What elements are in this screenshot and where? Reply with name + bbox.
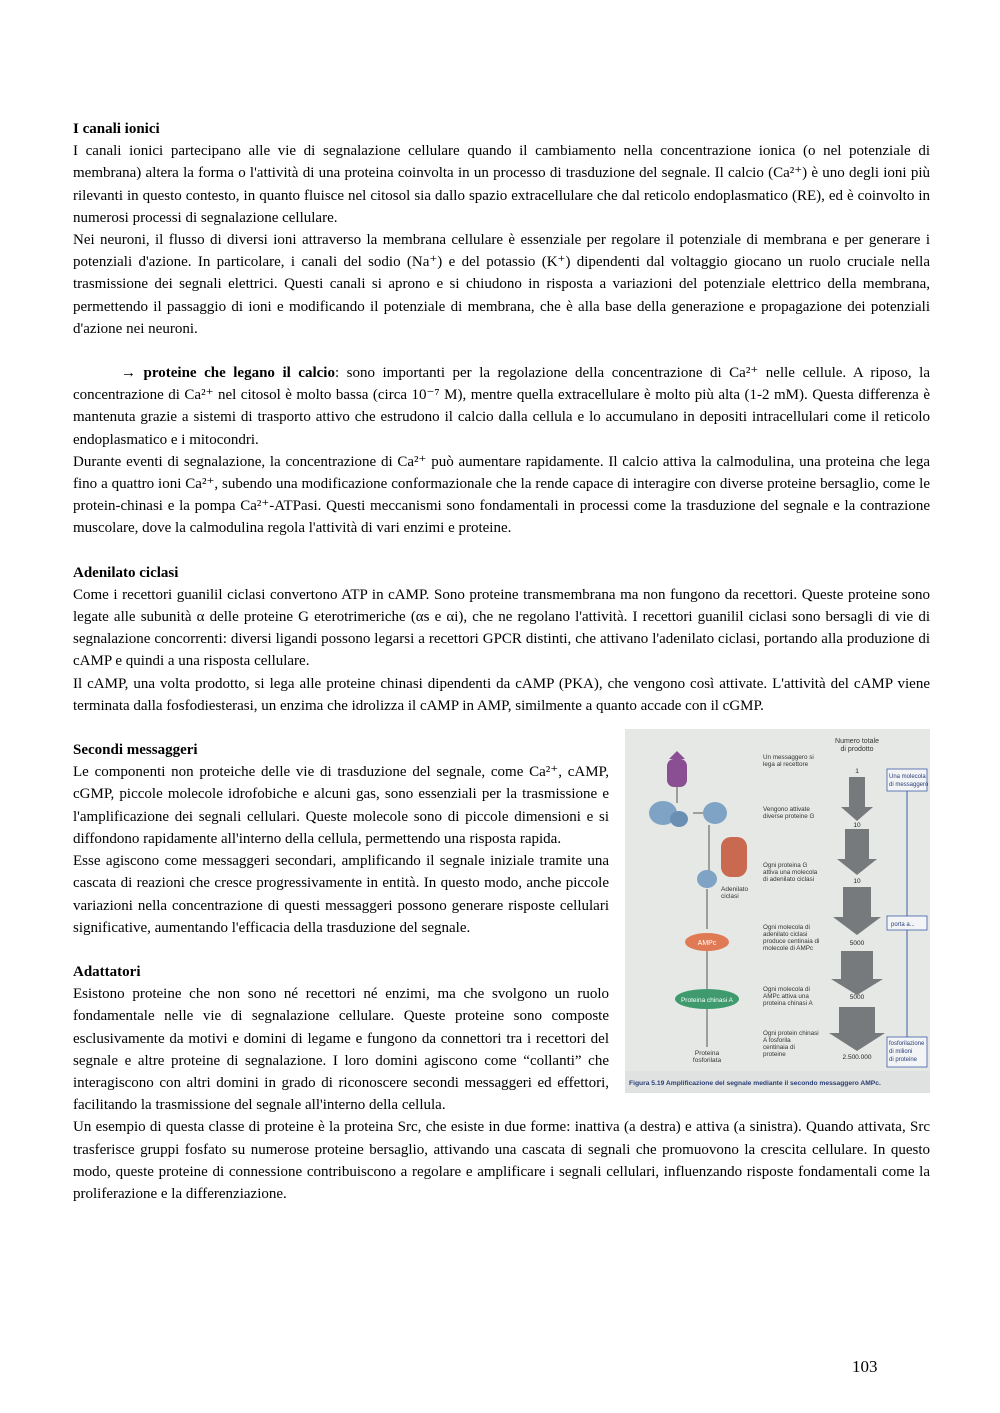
page-number: 103: [852, 1357, 878, 1376]
label-pka: Proteina chinasi A: [680, 997, 734, 1005]
figure-camp-amplification: [625, 729, 930, 1093]
heading-adapters: Adattatori: [73, 963, 141, 980]
label-ampc: AMPc: [697, 940, 717, 948]
label-adenylate: Adenilato ciclasi: [721, 886, 749, 901]
step-count: 1: [855, 768, 859, 776]
paragraph-calcium: [73, 362, 930, 451]
step-text: Vengono attivate diverse proteine G: [763, 806, 815, 821]
document-page: [73, 118, 930, 1205]
step-text: Ogni protein chinasi A fosforila centinaia di proteine: [763, 1030, 819, 1059]
step-count: 10: [853, 822, 861, 830]
box-leads-to-text: porta a...: [891, 922, 915, 929]
paragraph: Come i recettori guanilil ciclasi convertono ATP in cAMP. Sono proteine transmembrana ma non fungono da recettori. Queste proteine sono legate alle subunità α delle proteine G eterotrimeriche (αs e αi), che ne regolano l'attività. I recettori guanilil ciclasi sono bersagli di vie di segnalazione concorrenti: diversi ligandi possono legarsi a recettori GPCR distinti, che attivano l'adenilato ciclasi, portando alla produzione di cAMP e quindi a una risposta cellulare.: [73, 586, 930, 670]
heading-second-messengers: Secondi messaggeri: [73, 742, 198, 759]
figure-column-header: Numero totale di prodotto: [835, 738, 879, 754]
figure-caption: Figura 5.19 Amplificazione del segnale mediante il secondo messaggero AMPc.: [629, 1080, 881, 1088]
paragraph: Nei neuroni, il flusso di diversi ioni attraverso la membrana cellulare è essenziale per regolare il potenziale di membrana e per generare i potenziali d'azione. In particolare, i canali del sodio (Na⁺) e del potassio (K⁺) dipendenti dal voltaggio giocano un ruolo cruciale nella trasmissione dei segnali elettrici. Questi canali si aprono e si chiudono in risposta a variazioni del potenziale elettrico della membrana, permettendo il passaggio di ioni e modificando il potenziale di membrana, che è alla base della generazione e propagazione dei potenziali d'azione nei neuroni.: [73, 232, 930, 337]
calcium-text: : sono importanti per la regolazione della concentrazione di Ca²⁺ nelle cellule. A riposo, la concentrazione di Ca²⁺ nel citosol è molto bassa (circa 10⁻⁷ M), mentre quella extracellulare è molto più alta (1-2 mM). Questa differenza è mantenuta grazie a sistemi di trasporto attivo che estrudono il calcio dalla cellula e lo accumulano in depositi intracellulari come il reticolo endoplasmatico e i mitocondri.: [73, 365, 930, 448]
receptor-icon: [667, 759, 687, 787]
paragraph: Un esempio di questa classe di proteine è la proteina Src, che esiste in due forme: inattiva (a destra) e attiva (a sinistra). Quando attivata, Src trasferisce gruppi fosfato su numerose proteine bersaglio, attivando una cascata di segnali che promuovono la crescita cellulare. In questo modo, queste proteine di connessione contribuiscono a regolare e amplificare i segnali cellulari, influenzando risposte fondamentali come la proliferazione e la differenziazione.: [73, 1119, 930, 1202]
heading-ion-channels: I canali ionici: [73, 121, 160, 137]
adenylate-cyclase-icon: [721, 837, 747, 877]
step-count: 5000: [849, 940, 865, 948]
step-text: Ogni molecola di adenilato ciclasi produce centinaia di molecole di AMPc: [763, 924, 820, 953]
calcium-lead: → proteine che legano il calcio: [121, 365, 335, 382]
step-text: Un messaggero si lega al recettore: [763, 754, 814, 769]
step-text: Ogni proteina G attiva una molecola di adenilato ciclasi: [763, 862, 818, 884]
step-count: 5000: [849, 994, 865, 1002]
step-text: Ogni molecola di AMPc attiva una proteina chinasi A: [763, 986, 813, 1008]
step-count: 2.500.000: [842, 1054, 872, 1062]
paragraph: Le componenti non proteiche delle vie di trasduzione del segnale, come Ca²⁺, cAMP, cGMP, piccole molecole idrofobiche e alcuni gas, sono essenziali per la trasmissione e l'amplificazione dei segnali cellulari. Queste molecole sono di piccole dimensioni e si diffondono rapidamente all'interno della cellula, permettendo una risposta rapida.: [73, 764, 609, 847]
paragraph: Esse agiscono come messaggeri secondari, amplificando il segnale iniziale tramite una cascata di reazioni che cresce progressivamente in entità. In questo modo, anche piccole variazioni nella concentrazione di questi messaggeri possono generare risposte cellulari significative, aumentando l'efficacia della trasduzione del segnale.: [73, 853, 609, 936]
label-phospho-protein: Proteina fosforilata: [692, 1050, 722, 1065]
paragraph: I canali ionici partecipano alle vie di segnalazione cellulare quando il cambiamento nella concentrazione ionica (o nel potenziale di membrana) altera la forma o l'attività di una proteina coinvolta in un processo di trasduzione del segnale. Il calcio (Ca²⁺) è uno degli ioni più rilevanti in questo contesto, in quanto fluisce nel citosol sia dallo spazio extracellulare che dal reticolo endoplasmatico (RE), ed è coinvolto in numerosi processi di segnalazione cellulare.: [73, 143, 930, 226]
box-phosphorylation-text: fosforilazione di milioni di proteine: [889, 1041, 925, 1064]
box-one-text: Una molecola di messaggero: [889, 774, 929, 789]
heading-adenylate: Adenilato ciclasi: [73, 564, 179, 581]
paragraph: Esistono proteine che non sono né recettori né enzimi, ma che svolgono un ruolo fondamentale nelle vie di segnalazione cellulare. Queste proteine sono composte esclusivamente da motivi e domini di legame e fungono da connettori tra i recettori del segnale e altre proteine di segnalazione. I loro domini agiscono come “collanti” che interagiscono con altri domini in grado di riconoscere secondi messaggeri ed effettori, facilitando la trasmissione del segnale all'interno della cellula.: [73, 986, 609, 1114]
step-count: 10: [853, 878, 861, 886]
paragraph: Il cAMP, una volta prodotto, si lega alle proteine chinasi dipendenti da cAMP (PKA), che vengono così attivate. L'attività del cAMP viene terminata dalla fosfodiesterasi, un enzima che idrolizza il cAMP in AMP, similmente a quanto accade con il cGMP.: [73, 675, 930, 714]
paragraph: Durante eventi di segnalazione, la concentrazione di Ca²⁺ può aumentare rapidamente. Il calcio attiva la calmodulina, una proteina che lega fino a quattro ioni Ca²⁺, subendo una modificazione conformazionale che la rende capace di interagire con diverse proteine bersaglio, come le protein-chinasi e la pompa Ca²⁺-ATPasi. Questi meccanismi sono fondamentali in processi come la trasduzione del segnale e la contrazione muscolare, dove la calmodulina regola l'attività di vari enzimi e proteine.: [73, 453, 930, 537]
